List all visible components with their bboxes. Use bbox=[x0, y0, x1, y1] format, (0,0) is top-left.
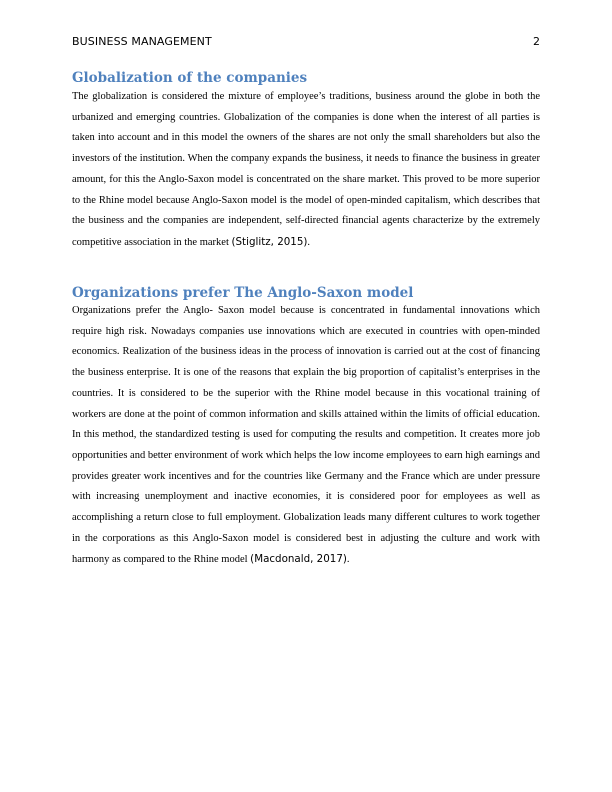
paragraph-end: . bbox=[346, 554, 350, 566]
section-body-anglo-saxon bbox=[72, 301, 540, 571]
paragraph-text: The globalization is considered the mixture of employee’s traditions, business around the globe in both the urbanized and emerging countries. Globalization of the companies is done when the interest of all parties is taken into account and in this model the owners of the shares are not only the small shareholders but also the investors of the institution. When the company expands the business, it needs to finance the business in greater amount, for this the Anglo-Saxon model is concentrated on the share market. This proved to be more superior to the Rhine model because Anglo-Saxon model is the model of open-minded capitalism, which describes that the business and the companies are independent, self-directed financial agents characterize by the extremely competitive association in the market bbox=[72, 91, 540, 248]
citation: (Stiglitz, 2015) bbox=[231, 235, 308, 248]
section-heading-anglo-saxon: Organizations prefer The Anglo-Saxon model bbox=[72, 285, 414, 301]
citation: (Macdonald, 2017) bbox=[250, 553, 347, 566]
page-header bbox=[72, 35, 540, 51]
paragraph-end: . bbox=[307, 236, 311, 248]
section-heading-globalization: Globalization of the companies bbox=[72, 70, 308, 86]
section-body-globalization bbox=[72, 87, 540, 254]
page-number: 2 bbox=[533, 35, 540, 48]
paragraph-text: Organizations prefer the Anglo- Saxon model because is concentrated in fundamental innovations which require high risk. Nowadays companies use innovations which are executed in countries with open-minded economics. Realization of the business ideas in the process of innovation is carried out at the cost of financing the business enterprise. It is one of the reasons that explain the big proportion of capitalist’s enterprises in the countries. It is considered to be the superior with the Rhine model because in this vocational training of workers are done at the point of common information and skills attained within the limits of official education. In this method, the standardized testing is used for computing the results and competition. It creates more job opportunities and better environment of work which helps the low income employees to earn high earnings and provides greater work incentives and for the countries like Germany and the France which are under pressure with increasing unemployment and inactive economies, it is considered poor for employees as well as accomplishing a return close to full employment. Globalization leads many different cultures to work together in the corporations as this Anglo-Saxon model is considered best in adjusting the culture and work with harmony as compared to the Rhine model bbox=[72, 305, 540, 566]
running-head-title: BUSINESS MANAGEMENT bbox=[72, 35, 212, 48]
